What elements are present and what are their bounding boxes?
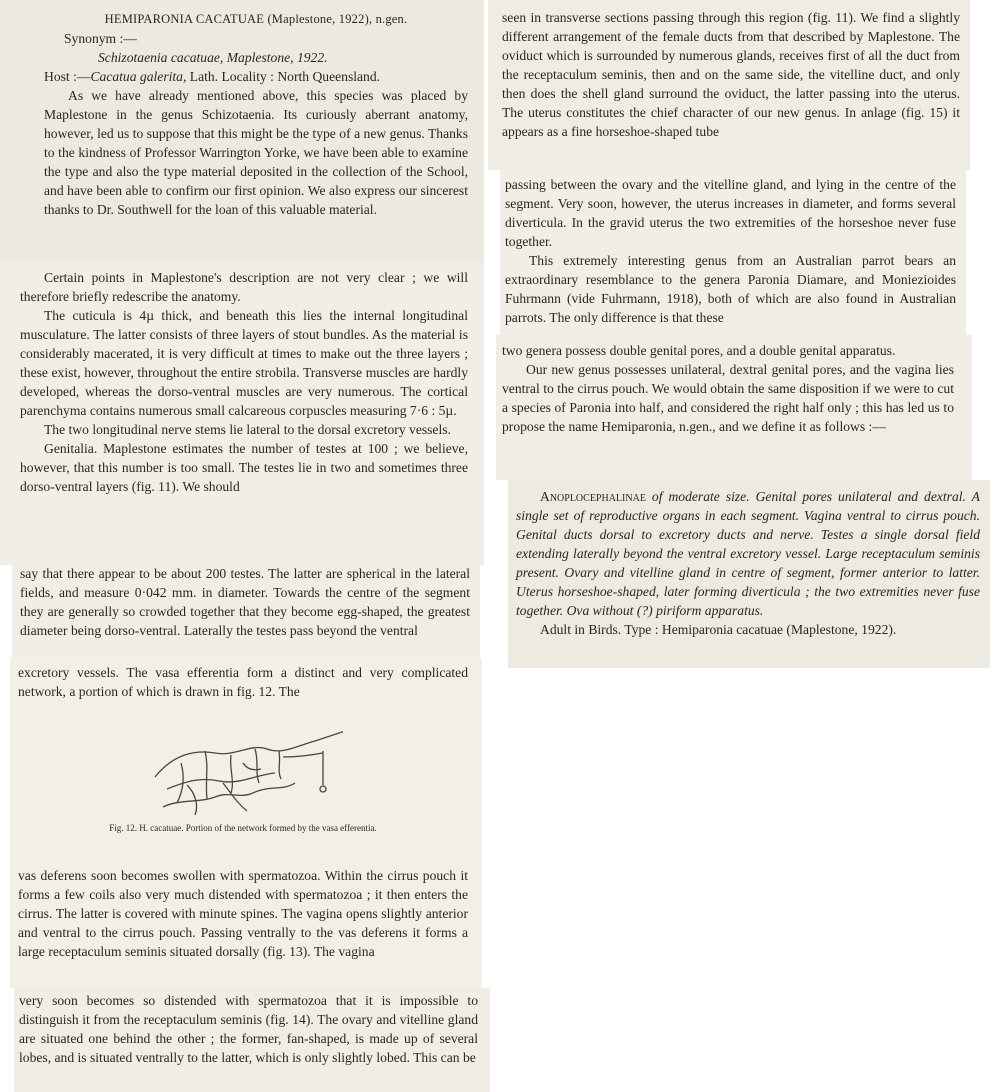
host-prefix: Host :— — [44, 69, 91, 84]
diagnosis-text: of moderate size. Genital pores unilateral and dextral. A single set of reproductive organs in each segment. Vagina ventral to cirrus pouch. Genital ducts dorsal to excretory ducts and nerve. Testes a single dorsal field extending laterally beyond the ventral excretory vessel. Large receptaculum seminis present. Ovary and vitelline gland in centre of segment, former anterior to latter. Uterus horseshoe-shaped, later forming diverticula ; the two extremities never fuse together. Ova without (?) piriform apparatus. — [516, 489, 980, 618]
host-name: Cacatua galerita, — [90, 69, 187, 84]
figure-caption: Fig. 12. H. cacatuae. Portion of the network formed by the vasa efferentia. — [109, 823, 377, 833]
paragraph-vas-deferens: vas deferens soon becomes swollen with spermatozoa. Within the cirrus pouch it forms a few coils also very much distended with spermatozoa ; it then enters the cirrus. The latter is covered with minute spines. The vagina opens slightly anterior and ventral to the cirrus pouch. Passing ventrally to the vas deferens it forms a large receptaculum seminis situated dorsally (fig. 13). The vagina — [18, 868, 468, 959]
left-clip-2 — [0, 262, 484, 565]
left-clip-3 — [12, 563, 480, 658]
diagnosis-label: Anoplocephalinae — [540, 489, 646, 504]
paragraph-testes: say that there appear to be about 200 testes. The latter are spherical in the lateral fields, and measure 0·042 mm. in diameter. Towards the centre of the segment they are generally so crowded together that they become egg-shaped, the greatest diameter being dorso-ventral. Laterally the testes pass beyond the ventral — [20, 566, 470, 638]
paragraph-cuticula: The cuticula is 4µ thick, and beneath this lies the internal longitudinal musculature. The latter consists of three layers of stout bundles. As the material is considerably macerated, it is very difficult at times to make out the three layers ; these exist, however, throughout the entire strobila. Transverse muscles are hardly developed, whereas the dorso-ventral muscles are very numerous. The cortical parenchyma contains numerous small calcareous corpuscles measuring 7·6 : 5µ. — [20, 308, 468, 418]
host-rest: Lath. Locality : North Queensland. — [186, 69, 381, 84]
species-heading: HEMIPARONIA CACATUAE (Maplestone, 1922), n.gen. — [104, 12, 408, 26]
right-clip-1 — [488, 0, 970, 170]
paragraph-vagina: very soon becomes so distended with spermatozoa that it is impossible to distinguish it from the receptaculum seminis (fig. 14). The ovary and vitelline gland are situated one behind the other ; the former, fan-shaped, is made up of several lobes, and is situated ventrally to the latter, which is only slightly lobed. This can be — [19, 993, 478, 1065]
paragraph-vasa-efferentia: excretory vessels. The vasa efferentia form a distinct and very complicated network, a portion of which is drawn in fig. 12. The — [18, 665, 468, 699]
paragraph-female-ducts: seen in transverse sections passing through this region (fig. 11). We find a slightly different arrangement of the female ducts from that described by Maplestone. The oviduct which is surrounded by numerous glands, receives first of all the duct from the receptaculum seminis, then and on the same side, the vitelline duct, and only then does the shell gland surround the oviduct, the latter passing into the uterus. The uterus constitutes the chief character of our new genus. In anlage (fig. 15) it appears as a fine horseshoe-shaped tube — [502, 10, 960, 139]
paragraph-uterus: passing between the ovary and the vitelline gland, and lying in the centre of the segment. Very soon, however, the uterus increases in diameter, and forms several diverticula. In the gravid uterus the two extremities of the horseshoe never fuse together. — [505, 177, 956, 249]
paragraph-redescribe: Certain points in Maplestone's description are not very clear ; we will therefore briefly redescribe the anatomy. — [20, 270, 468, 304]
vasa-efferentia-network-figure — [143, 719, 343, 819]
paragraph-genitalia: Genitalia. Maplestone estimates the number of testes at 100 ; we believe, however, that this number is too small. The testes lie in two and sometimes three dorso-ventral layers (fig. 11). We should — [20, 441, 468, 494]
right-clip-3 — [496, 335, 972, 480]
paragraph-intro: As we have already mentioned above, this species was placed by Maplestone in the genus Schizotaenia. Its curiously aberrant anatomy, however, led us to suppose that this might be the type of a new genus. Thanks to the kindness of Professor Warrington Yorke, we have been able to examine the type and also the type material deposited in the collection of the School, and have been able to confirm our first opinion. We also express our sincerest thanks to Dr. Southwell for the loan of this valuable material. — [44, 88, 468, 217]
paragraph-nerve: The two longitudinal nerve stems lie lateral to the dorsal excretory vessels. — [44, 422, 451, 437]
paragraph-resemblance: This extremely interesting genus from an Australian parrot bears an extraordinary resemblance to the genera Paronia Diamare, and Moniezioides Fuhrmann (vide Fuhrmann, 1918), both of which are also found in Australian parrots. The only difference is that these — [505, 253, 956, 325]
synonym: Schizotaenia cacatuae, Maplestone, 1922. — [98, 50, 328, 65]
host-line — [44, 67, 468, 86]
left-clip-5 — [14, 988, 490, 1092]
paragraph-double-pores: two genera possess double genital pores, and a double genital apparatus. — [502, 343, 896, 358]
left-clip-1 — [0, 0, 484, 262]
adult-type-line: Adult in Birds. Type : Hemiparonia cacatuae (Maplestone, 1922). — [540, 622, 897, 637]
diagnosis — [516, 487, 980, 620]
paragraph-new-genus: Our new genus possesses unilateral, dextral genital pores, and the vagina lies ventral to the cirrus pouch. We would obtain the same disposition if we were to cut a species of Paronia into half, and considered the right half only ; this has led us to propose the name Hemiparonia, n.gen., and we define it as follows :— — [502, 362, 954, 434]
right-clip-4 — [508, 480, 990, 668]
right-clip-2 — [500, 170, 966, 335]
synonym-label: Synonym :— — [64, 31, 137, 46]
left-clip-4 — [10, 658, 482, 988]
